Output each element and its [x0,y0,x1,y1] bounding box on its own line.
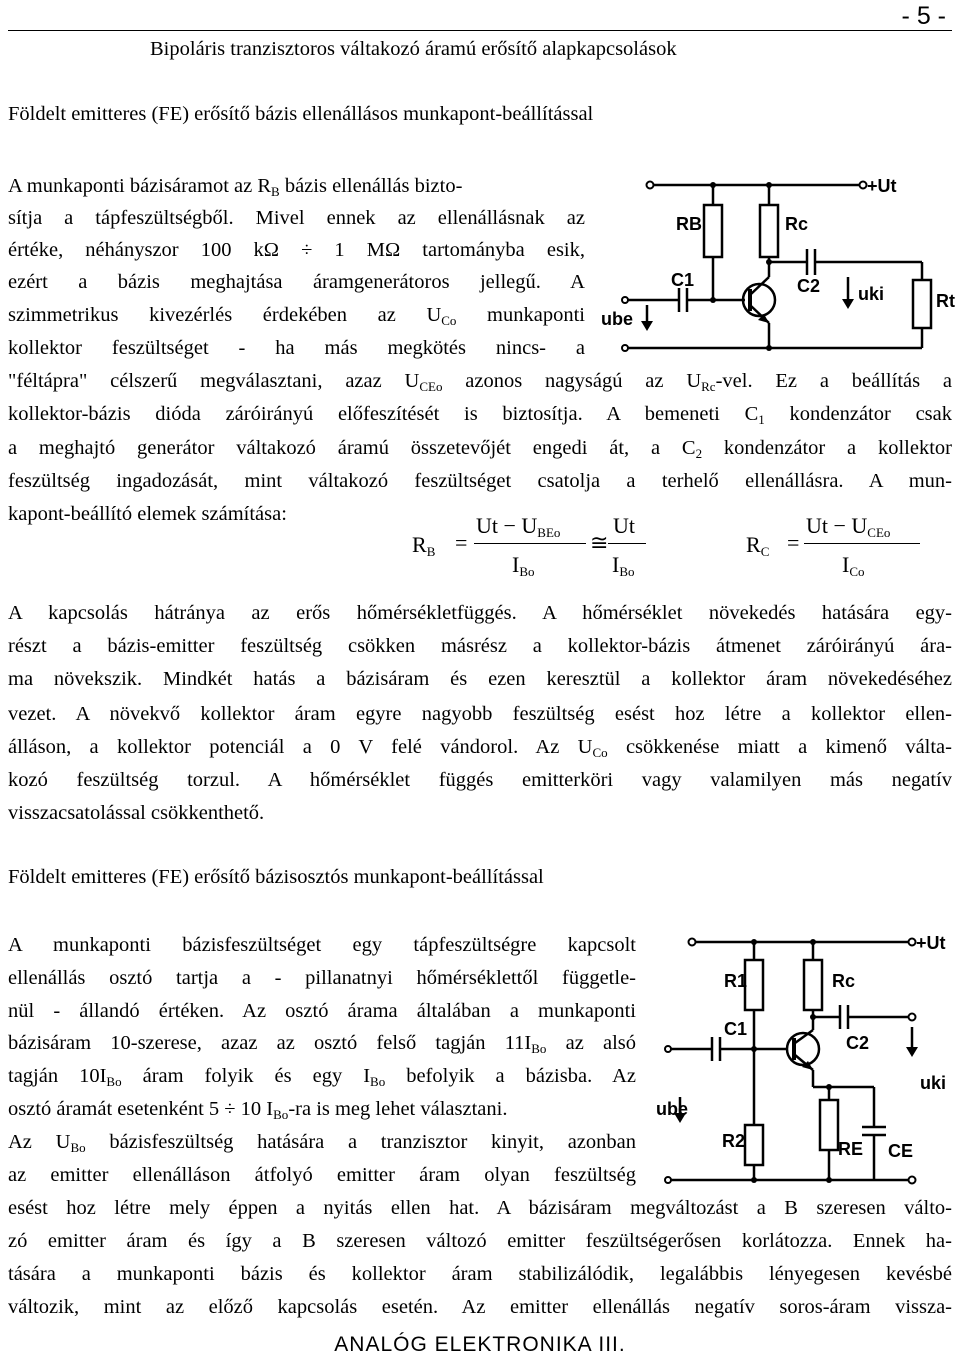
header-rule [8,30,952,31]
s2-line2: ellenállás osztó tartja a - pillanatnyi hőmérséklettől függetle- [8,967,636,989]
s2-line9: esést hoz létre mely éppen a nyitás ellen hat. A bázisáram megváltozást a B szeresen válto- [8,1197,952,1219]
label2-uki: uki [920,1073,947,1093]
footer-title: ANALÓG ELEKTRONIKA III. [334,1333,626,1356]
circuit2-schematic [650,925,955,1195]
s2-line8: az emitter ellenálláson átfolyó emitter áram olyan feszültség [8,1164,636,1186]
label-c2: C2 [797,276,821,296]
s1-line10: feszültség ingadozását, mint váltakozó feszültséget csatolja a terhelő ellenállásra. A mun- [8,470,952,492]
s2-line5: tagján $10I_{Bo}$ áram folyik és egy $I_{Bo}$ befolyik a bázisba. Az [8,1065,636,1089]
label2-ut: +Ut [916,933,946,953]
label2-c1: C1 [724,1019,748,1039]
s1-line2: sítja a tápfeszültségből. Mivel ennek az ellenállásnak az [8,207,585,229]
label2-rc: Rc [832,971,856,991]
label-uki: uki [858,284,885,304]
circuit1-schematic [595,165,960,365]
page-number: - 5 - [901,2,946,30]
s1-p2-line3: ma növekszik. Mindkét hatás a bázisáram és ezen keresztül a kollektor áram növekedéséhez [8,668,952,690]
s2-line10: zó emitter áram és így a B szeresen változó emitter feszültségerősen korlátozza. Ennek ha- [8,1230,952,1252]
s1-line3: értéke, néhányszor 100 kΩ ÷ 1 MΩ tartományba esik, [8,239,585,261]
s1-p2-line5: álláson, a kollektor potenciál a 0 V felé vándorol. Az $U_{Co}$ csökkenése miatt a kimenő válta- [8,736,952,760]
label-c1: C1 [671,270,695,290]
s2-line6: osztó áramát esetenként 5 ÷ 10 $I_{Bo}-ra$ is meg lehet választani. [8,1098,508,1122]
s1-line6: kollektor feszültséget - ha más megkötés nincs- a [8,337,585,359]
label2-ube: ube [656,1099,689,1119]
s2-line1: A munkaponti bázisfeszültséget egy tápfeszültségre kapcsolt [8,934,636,956]
s1-line4: ezért a bázis meghajtása áramgenerátoros jellegű. A [8,271,585,293]
s1-p2-line6: kozó feszültség torzul. A hőmérséklet függés emitterköri vagy valamilyen más negatív [8,769,952,791]
label-rb: RB [676,214,702,234]
s2-line7: Az $U_{Bo}$ bázisfeszültség hatására a tranzisztor kinyit, azonban [8,1131,637,1155]
s2-line12: változik, mint az előző kapcsolás esetén. Az emitter ellenállás negatív soros-áram vissza- [8,1296,952,1318]
label2-c2: C2 [846,1033,870,1053]
s1-line5: szimmetrikus kivezérlés érdekében az $U_{Co}$ munkaponti [8,304,585,328]
label2-re: RE [838,1139,864,1159]
label2-r2: R2 [722,1131,746,1151]
s1-line8: kollektor-bázis dióda záróirányú előfeszítését is biztosítja. A bemeneti $C_1$ kondenzátor csak [8,403,952,427]
s1-p2-line2: részt a bázis-emitter feszültség csökken másrész a kollektor-bázis átmenet záróirányú ára- [8,635,952,657]
s2-line4: bázisáram 10-szerese, azaz az osztó felső tagján $11I_{Bo}$ az alsó [8,1032,636,1056]
label-rt: Rt [936,291,955,311]
s1-line7: "féltápra" célszerű megválasztani, azaz $U_{CEo}$ azonos nagyságú az $U_{Rc}$-vel. Ez a beállítás a [8,370,953,394]
label2-r1: R1 [724,971,748,991]
label-ut: +Ut [867,176,897,196]
chapter-title: Bipoláris tranzisztoros váltakozó áramú erősítő alapkapcsolások [150,38,677,60]
s1-line11: kapont-beállító elemek számítása: [8,503,287,525]
s2-line11: tására a munkaponti bázis és kollektor áram stabilizálódik, legalábbis lényegesen kevésbé [8,1263,952,1285]
s1-line9: a meghajtó generátor váltakozó áramú összetevőjét engedi át, a $C_2$ kondenzátor a kollektor [8,437,952,461]
label-rc: Rc [785,214,809,234]
label2-ce: CE [888,1141,914,1161]
s1-line1: A munkaponti bázisáramot az $R_B$ bázis ellenállás bizto- [8,175,463,199]
document-page: - 5 - Bipoláris tranzisztoros váltakozó áramú erősítő alapkapcsolások Földelt emitteres (FE) erősítő bázis ellenállásos munkapont-beállítással A munkaponti bázisáramot az $R_B$ bázis ellenállás bizto- sítja a tápfeszültségből. Mivel ennek az ellenállásnak az értéke, néhányszor 100 kΩ ÷ 1 MΩ tartományba esik, ezért a bázis meghajtása áramgenerátoros jellegű. A szimmetrikus kivezérlés érdekében az $U_{Co}$ munkaponti kollektor feszültséget - ha más megkötés nincs- a "féltápra" célszerű megválasztani, azaz $U_{CEo}$ azonos nagyságú az $U_{Rc}$-vel. Ez a beállítás a kollektor-bázis dióda záróirányú előfeszítését is biztosítja. A bemeneti $C_1$ kondenzátor csak a meghajtó generátor váltakozó áramú összetevőjét engedi át, a $C_2$ kondenzátor a kollektor feszültség ingadozását, mint váltakozó feszültséget csatolja a terhelő ellenállásra. A mun- kapont-beállító elemek számítása: $R_B$ = $Ut - U_{BEo}$ $I_{Bo}$ ≅ Ut $I_{Bo}$ $R_C$ = $Ut - U_{CEo}$ $I_{Co}$ A kapcsolás hátránya az erős hőmérsékletfüggés. A hőmérséklet növekedés hatására egy- részt a bázis-emitter feszültség csökken másrész a kollektor-bázis átmenet záróirányú ára- ma növekszik. Mindkét hatás a bázisáram és ezen keresztül a kollektor áram növekedéséhez vezet. A növekvő kollektor áram egyre nagyobb feszültség esést hoz létre a kollektor ellen- álláson, a kollektor potenciál a 0 V felé vándorol. Az $U_{Co}$ csökkenése miatt a kimenő válta- kozó feszültség torzul. A hőmérséklet függés emitterköri vagy valamilyen más negatív visszacsatolással csökkenthető. Földelt emitteres (FE) erősítő bázisosztós munkapont-beállítással A munkaponti bázisfeszültséget egy tápfeszültségre kapcsolt ellenállás osztó tartja a - pillanatnyi hőmérséklettől függetle- nül - állandó értéken. Az osztó árama általában a munkaponti bázisáram 10-szerese, azaz az osztó felső tagján $11I_{Bo}$ az alsó tagján $10I_{Bo}$ áram folyik és egy $I_{Bo}$ befolyik a bázisba. Az osztó áramát esetenként 5 ÷ 10 $I_{Bo}-ra$ is meg lehet választani. Az $U_{Bo}$ bázisfeszültség hatására a tranzisztor kinyit, azonban az emitter ellenálláson átfolyó emitter áram olyan feszültség esést hoz létre mely éppen a nyitás ellen hat. A bázisáram megváltozást a B szeresen válto- zó emitter áram és így a B szeresen változó emitter feszültségerősen korlátozza. Ennek ha- tására a munkaponti bázis és kollektor áram stabilizálódik, legalábbis lényegesen kevésbé változik, mint az előző kapcsolás esetén. Az emitter ellenállás negatív soros-áram vissza- ANALÓG ELEKTRONIKA III. +Ut RB Rc C1 C2 uki Rt ube +Ut R1 Rc C1 C2 uki ube R2 RE CE [0,0,960,1359]
section2-heading: Földelt emitteres (FE) erősítő bázisosztós munkapont-beállítással [8,866,544,888]
s1-p2-line4: vezet. A növekvő kollektor áram egyre nagyobb feszültség esést hoz létre a kollektor ellen- [8,703,952,725]
s2-line3: nül - állandó értéken. Az osztó árama általában a munkaponti [8,1000,636,1022]
section1-heading: Földelt emitteres (FE) erősítő bázis ellenállásos munkapont-beállítással [8,103,594,125]
label-ube: ube [601,309,634,329]
s1-p2-line1: A kapcsolás hátránya az erős hőmérsékletfüggés. A hőmérséklet növekedés hatására egy- [8,602,952,624]
s1-p2-line7: visszacsatolással csökkenthető. [8,802,265,824]
